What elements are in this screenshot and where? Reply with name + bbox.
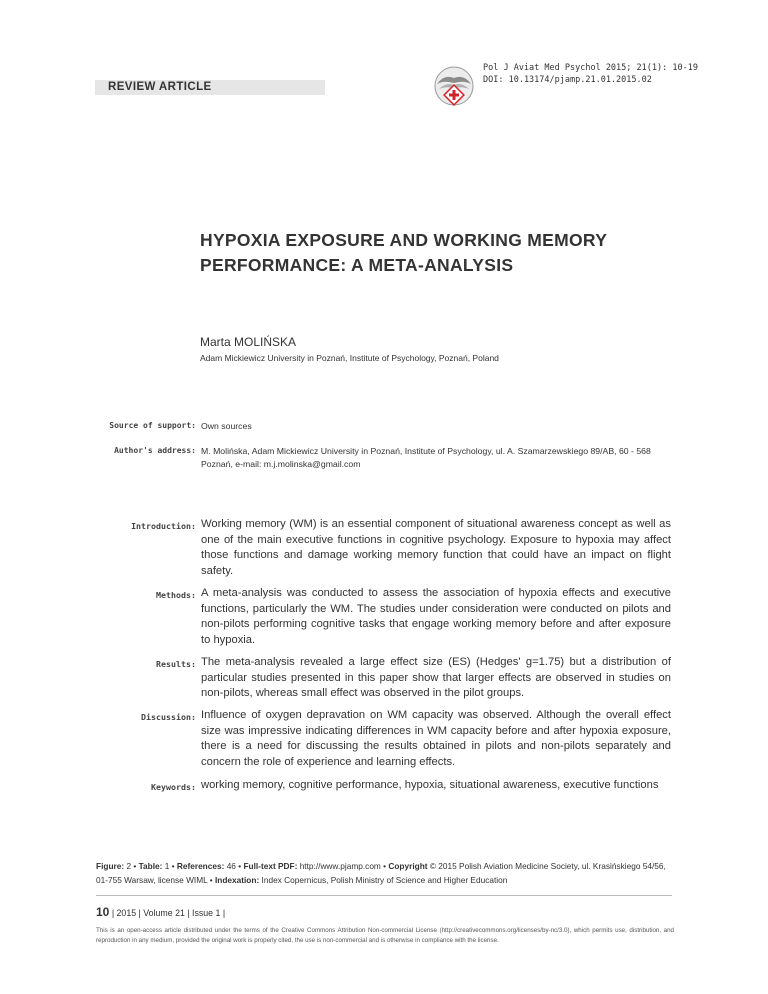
author-affiliation: Adam Mickiewicz University in Poznań, Institute of Psychology, Poznań, Poland (200, 353, 499, 363)
figure-count-label: Figure: (96, 861, 125, 871)
results-text: The meta-analysis revealed a large effect size (ES) (Hedges' g=1.75) but a distribution of particular studies presented in this paper show that larger effects are observed in studies on non-pilots, whereas small effect was observed in the pilot groups. (201, 656, 671, 700)
table-count: 1 (164, 861, 170, 871)
license-text: This is an open-access article distributed under the terms of the Creative Commons Attribution Non-commercial License (http://creativecommons.org/licenses/by-nc/3.0), which permits use, distribution, and reproduction in any medium, provided the original work is properly cited, the use is non-commercial and is otherwise in compliance with the license. (96, 927, 674, 944)
article-info-footer: Figure: 2 • Table: 1 • References: 46 • Full-text PDF: http://www.pjamp.com • Copyright © 2015 Polish Aviation Medicine Society, ul. Krasińskiego 54/56, 01-755 Warsaw, license WIML • Indexation: Index Copernicus, Polish Ministry of Science and Higher Education (96, 861, 666, 885)
source-of-support-label: Source of support: (109, 421, 196, 430)
table-count-label: Table: (138, 861, 163, 871)
journal-logo-icon (432, 64, 476, 108)
methods-text: A meta-analysis was conducted to assess the association of hypoxia effects and executive functions, particularly the WM. The studies under consideration were conducted on pilots and non-pilots performing cognitive tasks that engage working memory before and after exposure to hypoxia. (201, 587, 671, 646)
indexation-label: Indexation: (214, 875, 260, 885)
page-number: 10 (96, 905, 110, 919)
copyright-label: Copyright (388, 861, 428, 871)
figure-count: 2 (126, 861, 132, 871)
indexation-value: Index Copernicus, Polish Ministry of Science and Higher Education (261, 875, 508, 885)
page-info-line (96, 905, 225, 919)
journal-citation: Pol J Aviat Med Psychol 2015; 21(1): 10-19 (483, 63, 698, 73)
issue-info: | 2015 | Volume 21 | Issue 1 | (111, 908, 226, 918)
discussion-label: Discussion: (141, 712, 196, 722)
authors-address-label: Author's address: (114, 446, 196, 455)
keywords-label: Keywords: (151, 782, 196, 792)
methods-label: Methods: (156, 590, 196, 600)
article-title: HYPOXIA EXPOSURE AND WORKING MEMORY PERFORMANCE: A META-ANALYSIS (200, 230, 607, 275)
keywords-text: working memory, cognitive performance, hypoxia, situational awareness, executive functions (201, 779, 659, 791)
doi: DOI: 10.13174/pjamp.21.01.2015.02 (483, 75, 652, 85)
source-of-support-value: Own sources (201, 421, 252, 431)
discussion-text: Influence of oxygen depravation on WM capacity was observed. Although the overall effect size was impressive indicating differences in WM capacity before and after hypoxia exposure, there is a need for discussing the results obtained in pilots and non-pilots separately and concern the role of experience and learning effects. (201, 709, 671, 768)
article-type-label: REVIEW ARTICLE (108, 81, 212, 93)
results-label: Results: (156, 659, 196, 669)
fulltext-pdf-label: Full-text PDF: (243, 861, 298, 871)
references-count: 46 (226, 861, 236, 871)
fulltext-pdf-link[interactable]: http://www.pjamp.com (299, 861, 381, 871)
introduction-label: Introduction: (131, 521, 196, 531)
introduction-text: Working memory (WM) is an essential component of situational awareness concept as well as one of the main executive functions in cognitive psychology. Exposure to hypoxia may affect those functions and damage working memory function that could have an impact on flight safety. (201, 518, 671, 577)
footer-divider (96, 895, 672, 896)
copyright-value: © 2015 Polish Aviation Medicine Society, ul. Krasińskiego 54/56, 01-755 Warsaw, license WIML (96, 861, 666, 885)
references-count-label: References: (176, 861, 225, 871)
authors-address-value: M. Molińska, Adam Mickiewicz University in Poznań, Institute of Psychology, ul. A. Szamarzewskiego 89/AB, 60 - 568 Poznań, e-mail: m.j.molinska@gmail.com (201, 446, 651, 469)
author-name: Marta MOLIŃSKA (200, 335, 297, 349)
